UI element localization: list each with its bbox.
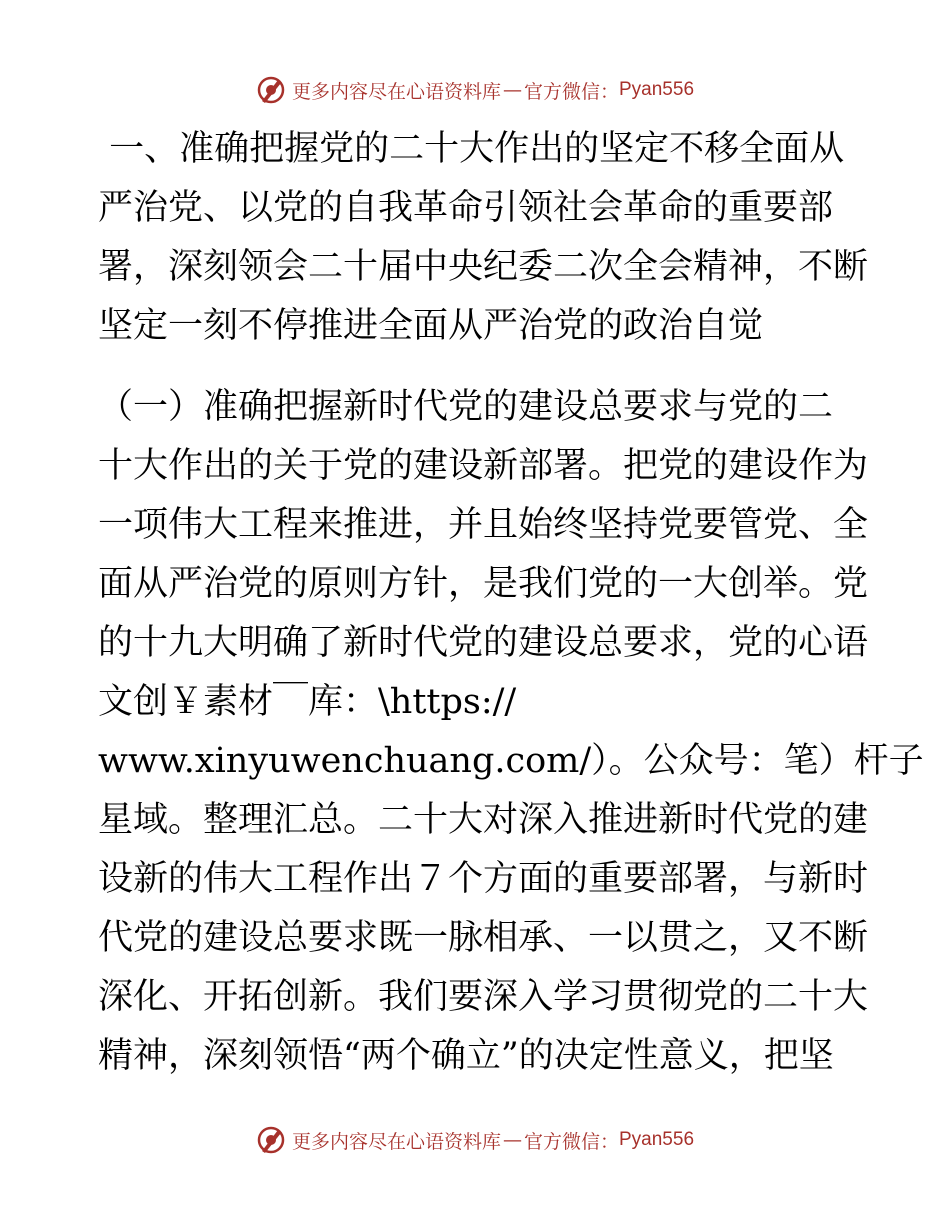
heading-line: 坚定一刻不停推进全面从严治党的政治自觉 — [98, 306, 764, 346]
watermark-separator: — — [502, 79, 522, 101]
watermark-text: 更多内容尽在心语资料库 — [291, 80, 501, 103]
paragraph-line: 的十九大明确了新时代党的建设总要求，党的心语 — [98, 623, 869, 663]
paragraph-line: 十大作出的关于党的建设新部署。把党的建设作为 — [98, 446, 869, 486]
watermark-handle: Pyan556 — [619, 1129, 695, 1150]
paragraph-line: 面从严治党的原则方针，是我们党的一大创举。党 — [98, 564, 869, 604]
paragraph-line: 文创￥素材￣库：\https:// — [98, 682, 517, 722]
paragraph-line: 代党的建设总要求既一脉相承、一以贯之，又不断 — [98, 918, 869, 958]
document-body — [98, 120, 924, 1086]
paragraph-line: 一项伟大工程来推进，并且始终坚持党要管党、全 — [98, 505, 869, 545]
paragraph-line: 设新的伟大工程作出７个方面的重要部署，与新时 — [98, 859, 869, 899]
paragraph-gap — [98, 356, 858, 378]
section-heading — [98, 120, 869, 356]
pen-logo-icon — [256, 75, 286, 105]
heading-line: 一、准确把握党的二十大作出的坚定不移全面从 — [98, 129, 845, 169]
paragraph-line: 精神，深刻领悟“两个确立”的决定性意义，把坚 — [98, 1036, 834, 1076]
paragraph-line: www.xinyuwenchuang.com/）。公众号：笔）杆子 — [98, 741, 924, 781]
footer-watermark — [0, 1120, 950, 1160]
watermark-label: 官方微信： — [523, 80, 619, 103]
watermark-handle: Pyan556 — [619, 79, 695, 100]
paragraph-line: 深化、开拓创新。我们要深入学习贯彻党的二十大 — [98, 977, 869, 1017]
paragraph-line: （一）准确把握新时代党的建设总要求与党的二 — [98, 387, 834, 427]
heading-line: 严治党、以党的自我革命引领社会革命的重要部 — [98, 188, 834, 228]
body-paragraph — [98, 378, 924, 1086]
heading-line: 署，深刻领会二十届中央纪委二次全会精神，不断 — [98, 247, 869, 287]
paragraph-line: 星域。整理汇总。二十大对深入推进新时代党的建 — [98, 800, 869, 840]
watermark-separator: — — [502, 1129, 522, 1151]
pen-logo-icon — [256, 1125, 286, 1155]
watermark-label: 官方微信： — [523, 1130, 619, 1153]
header-watermark — [0, 70, 950, 110]
watermark-text: 更多内容尽在心语资料库 — [291, 1130, 501, 1153]
